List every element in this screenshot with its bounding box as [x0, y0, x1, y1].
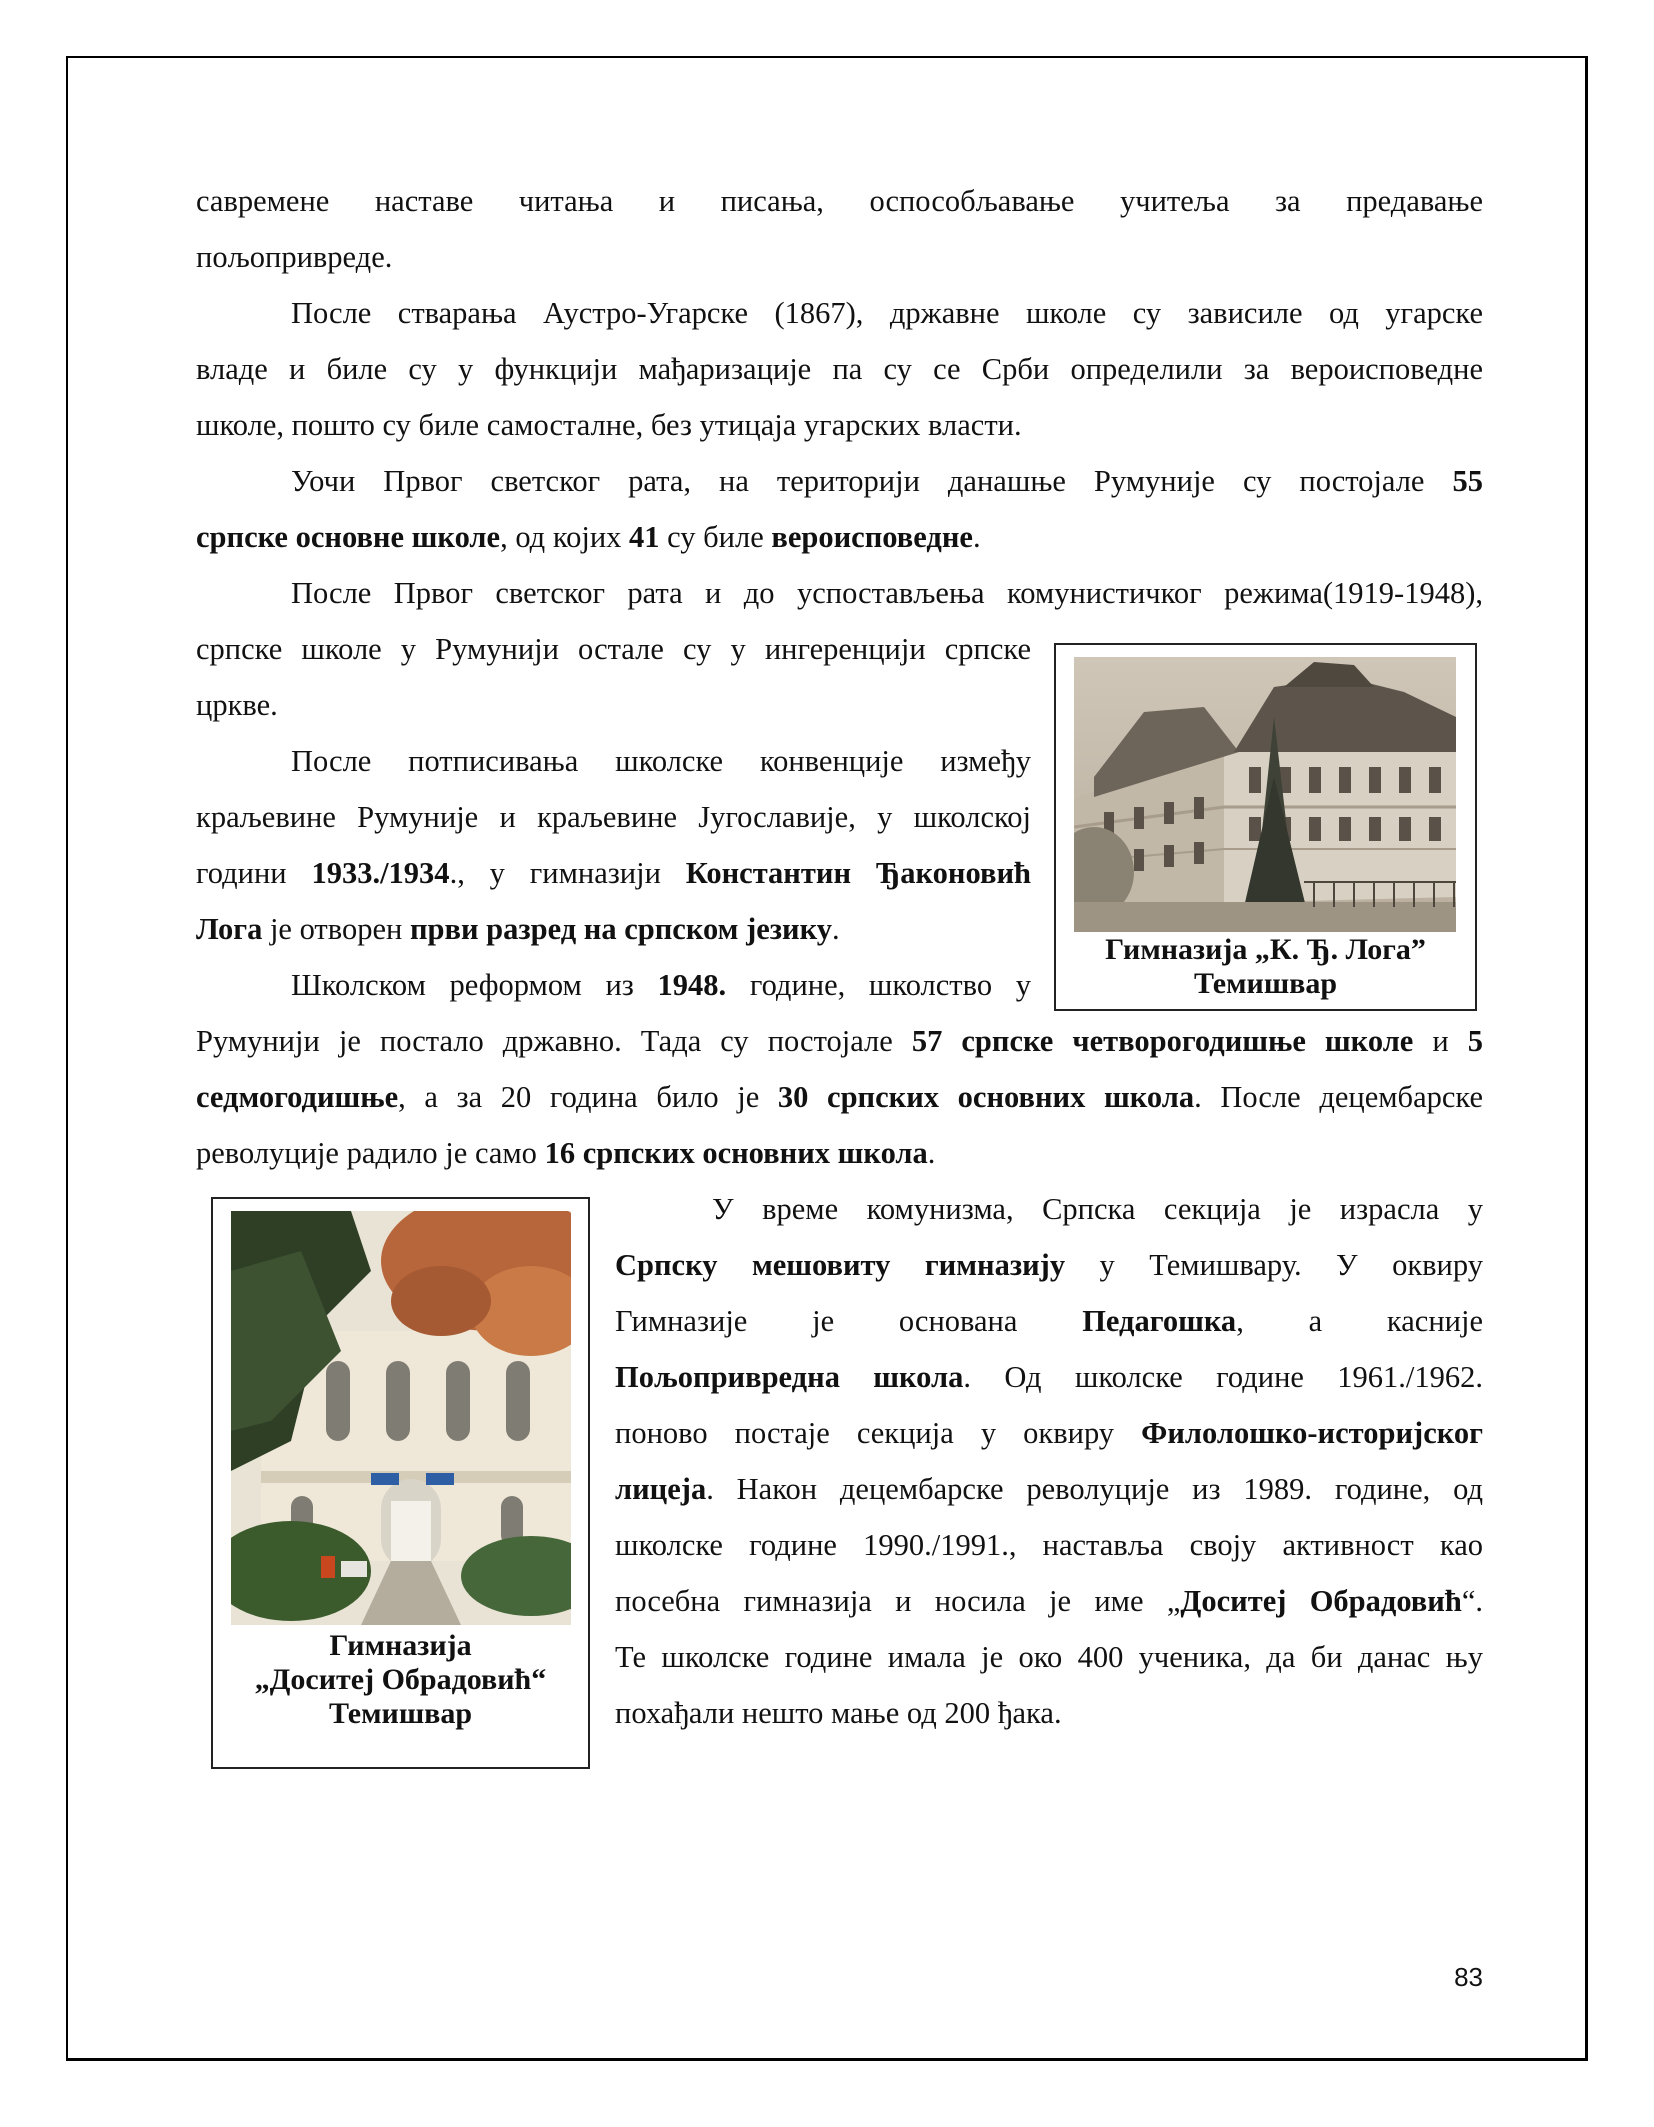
text-line: српске школе у Румунији остале су у ингеренцији српске: [196, 632, 1031, 666]
text-line: пољопривреде.: [196, 240, 393, 274]
text-line: [196, 1133, 935, 1173]
text-run: . Након децембарске револуције из 1989. године, од: [706, 1472, 1483, 1506]
text-run-bold: седмогодишње: [196, 1080, 399, 1114]
text-line: цркве.: [196, 688, 278, 722]
text-run: је отворен: [262, 912, 410, 946]
text-line: У време комунизма, Српска секција је израсла у: [712, 1192, 1483, 1226]
text-run: , а касније: [1236, 1304, 1483, 1338]
text-line: школе, пошто су биле самосталне, без утицаја угарских власти.: [196, 408, 1022, 442]
page-number: 83: [1454, 1962, 1483, 1992]
text-run-bold: 30 српских основних школа: [777, 1080, 1195, 1114]
text-line: [196, 853, 1031, 893]
text-run: , од којих: [500, 520, 630, 554]
text-run-bold: лицеја: [615, 1472, 707, 1506]
text-line: [615, 1413, 1483, 1453]
text-run-bold: 41: [629, 520, 660, 554]
text-line: [196, 1021, 1483, 1061]
text-run-bold: први разред на српском језику: [409, 912, 832, 946]
figure-caption: Темишвар: [328, 1697, 473, 1730]
text-line: После Првог светског рата и до успостављења комунистичког режима(1919-1948),: [291, 576, 1483, 610]
text-run: .: [832, 912, 840, 946]
text-run: Румунији је постало државно. Тада су постојале: [196, 1024, 912, 1058]
text-line: краљевине Румуније и краљевине Југославије, у школској: [196, 800, 1031, 834]
figure-caption: Темишвар: [1193, 967, 1338, 1000]
text-line: [615, 1245, 1483, 1285]
figure-dositej-gymnasium: [211, 1197, 590, 1769]
text-run: ., у гимназији: [449, 856, 686, 890]
text-run: су биле: [659, 520, 772, 554]
text-run-bold: 1933./1934: [311, 856, 450, 890]
text-line: [615, 1357, 1483, 1397]
text-run: , а за 20 година било је: [398, 1080, 778, 1114]
text-line: [615, 1469, 1483, 1509]
text-run-bold: српске основне школе: [196, 520, 501, 554]
dositej-gymnasium-photo: [231, 1211, 571, 1625]
text-run: Гимназије је основана: [615, 1304, 1083, 1338]
text-run: .: [972, 520, 981, 554]
text-line: школске године 1990./1991., наставља своју активност као: [615, 1528, 1483, 1562]
text-line: савремене наставе читања и писања, оспособљавање учитеља за предавање: [196, 184, 1483, 218]
text-run: .: [927, 1136, 936, 1170]
figure-caption: Гимназија „К. Ђ. Лога”: [1105, 933, 1426, 966]
loga-gymnasium-photo: [1074, 657, 1456, 932]
text-line: похађали нешто мање од 200 ђака.: [615, 1696, 1062, 1730]
text-run: . После децембарске: [1194, 1080, 1483, 1114]
text-line: [615, 1581, 1483, 1621]
text-line: После потписивања школске конвенције између: [291, 744, 1031, 778]
text-run: посебна гимназија и носила је име „: [615, 1584, 1181, 1618]
text-run: и: [1413, 1024, 1468, 1058]
text-run-bold: 16 српских основних школа: [544, 1136, 928, 1170]
text-line: [291, 461, 1483, 501]
figure-caption: Гимназија: [329, 1629, 472, 1662]
figure-caption: „Доситеј Обрадовић“: [254, 1663, 547, 1696]
text-run: револуције радило је само: [196, 1136, 545, 1170]
text-run-bold: Лога: [196, 912, 263, 946]
text-line: [196, 909, 840, 949]
text-run: у Темишвару. У оквиру: [1065, 1248, 1483, 1282]
text-run-bold: Филолошко-историјског: [1141, 1416, 1483, 1450]
text-run-bold: Доситеј Обрадовић: [1180, 1584, 1462, 1618]
text-run: години: [196, 856, 312, 890]
text-run: Уочи Првог светског рата, на територији данашње Румуније су постојале: [291, 464, 1453, 498]
text-line: владе и биле су у функцији мађаризације па су се Срби определили за вероисповедне: [196, 352, 1483, 386]
text-line: Те школске године имала је око 400 ученика, да би данас њу: [615, 1640, 1483, 1674]
text-run: “.: [1461, 1584, 1483, 1618]
figure-loga-gymnasium: [1054, 643, 1477, 1011]
text-run-bold: Константин Ђаконовић: [685, 856, 1031, 890]
text-run: године, школство у: [726, 968, 1031, 1002]
text-run-bold: 57 српске четворогодишње школе: [911, 1024, 1414, 1058]
text-line: [291, 965, 1031, 1005]
text-line: [196, 517, 981, 557]
text-run: Школском реформом из: [291, 968, 658, 1002]
text-run-bold: Српску мешовиту гимназију: [615, 1248, 1066, 1282]
text-run: . Од школске године 1961./1962.: [963, 1360, 1483, 1394]
text-run-bold: вероисповедне: [771, 520, 973, 554]
text-run-bold: Пољопривредна школа: [615, 1360, 964, 1394]
text-run-bold: Педагошка: [1082, 1304, 1237, 1338]
text-run-bold: 55: [1452, 464, 1483, 498]
text-run-bold: 5: [1467, 1024, 1483, 1058]
text-run-bold: 1948.: [657, 968, 727, 1002]
text-run: поново постаје секција у оквиру: [615, 1416, 1142, 1450]
text-line: После стварања Аустро-Угарске (1867), државне школе су зависиле од угарске: [291, 296, 1483, 330]
text-line: [615, 1301, 1483, 1341]
text-line: [196, 1077, 1483, 1117]
